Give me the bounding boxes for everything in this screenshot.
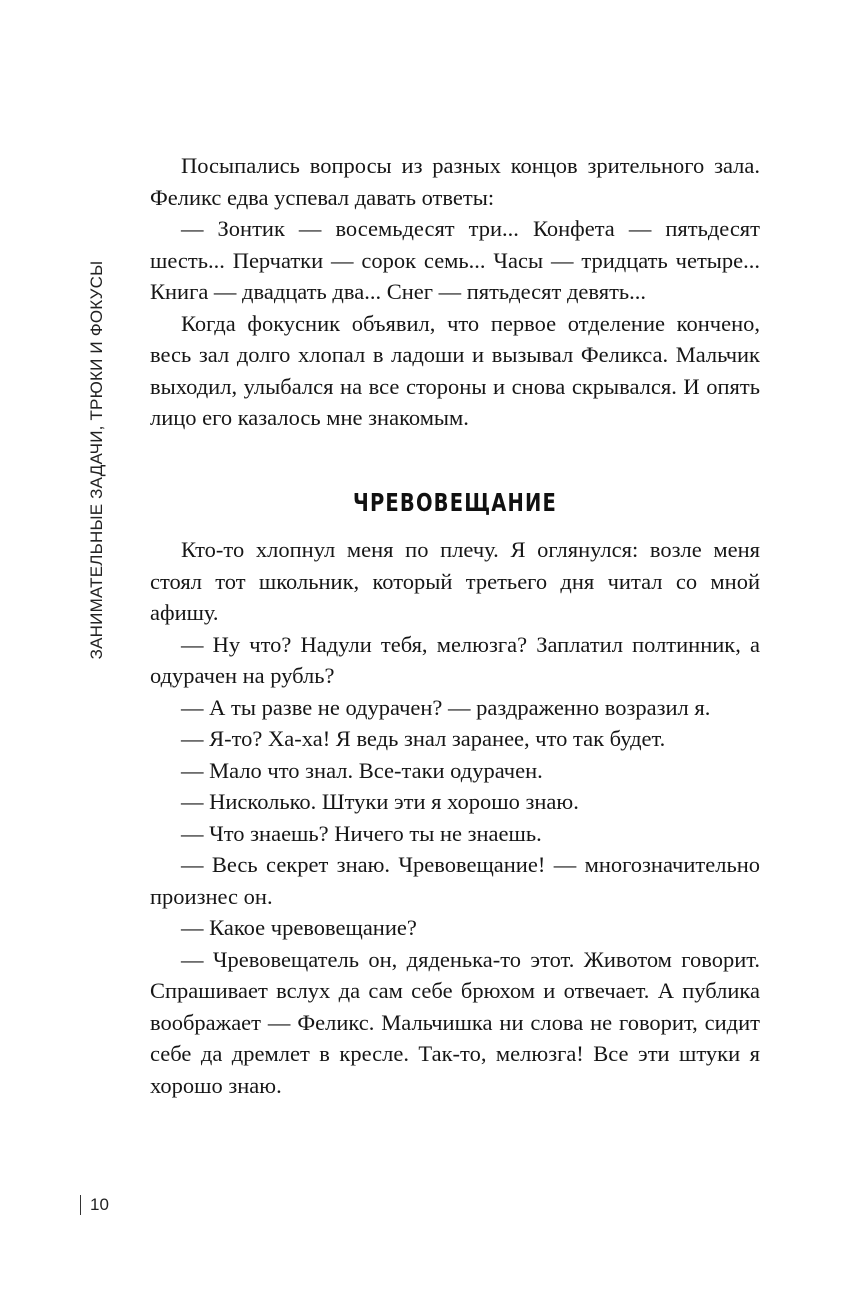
- paragraph: — Мало что знал. Все-таки одурачен.: [181, 757, 543, 783]
- paragraph: — А ты разве не одурачен? — раздраженно возразил я.: [181, 694, 711, 720]
- footer-divider: [80, 1195, 81, 1215]
- section-heading: ЧРЕВОВЕЩАНИЕ: [353, 488, 557, 517]
- paragraph: — Ну что? Надули тебя, мелюзга? Заплатил полтинник, а одурачен на рубль?: [150, 631, 760, 688]
- paragraph: — Чревовещатель он, дяденька-то этот. Животом говорит. Спрашивает вслух да сам себе брюхом и отвечает. А публика воображает — Феликс. Мальчишка ни слова не говорит, сидит себе да дремлет в кресле. Так-то, мелюзга! Все эти штуки я хорошо знаю.: [150, 946, 760, 1098]
- paragraph: — Весь секрет знаю. Чревовещание! — многозначительно произнес он.: [150, 852, 760, 909]
- paragraph: — Зонтик — восемьдесят три... Конфета — пятьдесят шесть... Перчатки — сорок семь... Часы — тридцать четыре... Книга — двадцать два... Снег — пятьдесят девять...: [150, 216, 760, 304]
- paragraph: Кто-то хлопнул меня по плечу. Я оглянулся: возле меня стоял тот школьник, который третьего дня читал со мной афишу.: [150, 537, 760, 625]
- paragraph: — Я-то? Ха-ха! Я ведь знал заранее, что так будет.: [181, 726, 666, 751]
- text-block-after-heading: [150, 534, 760, 1101]
- page-footer: [80, 1195, 109, 1215]
- paragraph: — Какое чревовещание?: [181, 915, 417, 940]
- paragraph: — Нисколько. Штуки эти я хорошо знаю.: [181, 789, 579, 814]
- paragraph: Когда фокусник объявил, что первое отделение кончено, весь зал долго хлопал в ладоши и вызывал Феликса. Мальчик выходил, улыбался на все стороны и снова скрывался. И опять лицо его казалось мне знакомым.: [150, 310, 760, 430]
- paragraph: Посыпались вопросы из разных концов зрительного зала. Феликс едва успевал давать ответы:: [150, 153, 760, 210]
- text-block-before-heading: [150, 150, 760, 434]
- page-number: 10: [90, 1195, 109, 1214]
- running-header-text: ЗАНИМАТЕЛЬНЫЕ ЗАДАЧИ, ТРЮКИ И ФОКУСЫ: [87, 260, 106, 660]
- paragraph: — Что знаешь? Ничего ты не знаешь.: [181, 820, 542, 846]
